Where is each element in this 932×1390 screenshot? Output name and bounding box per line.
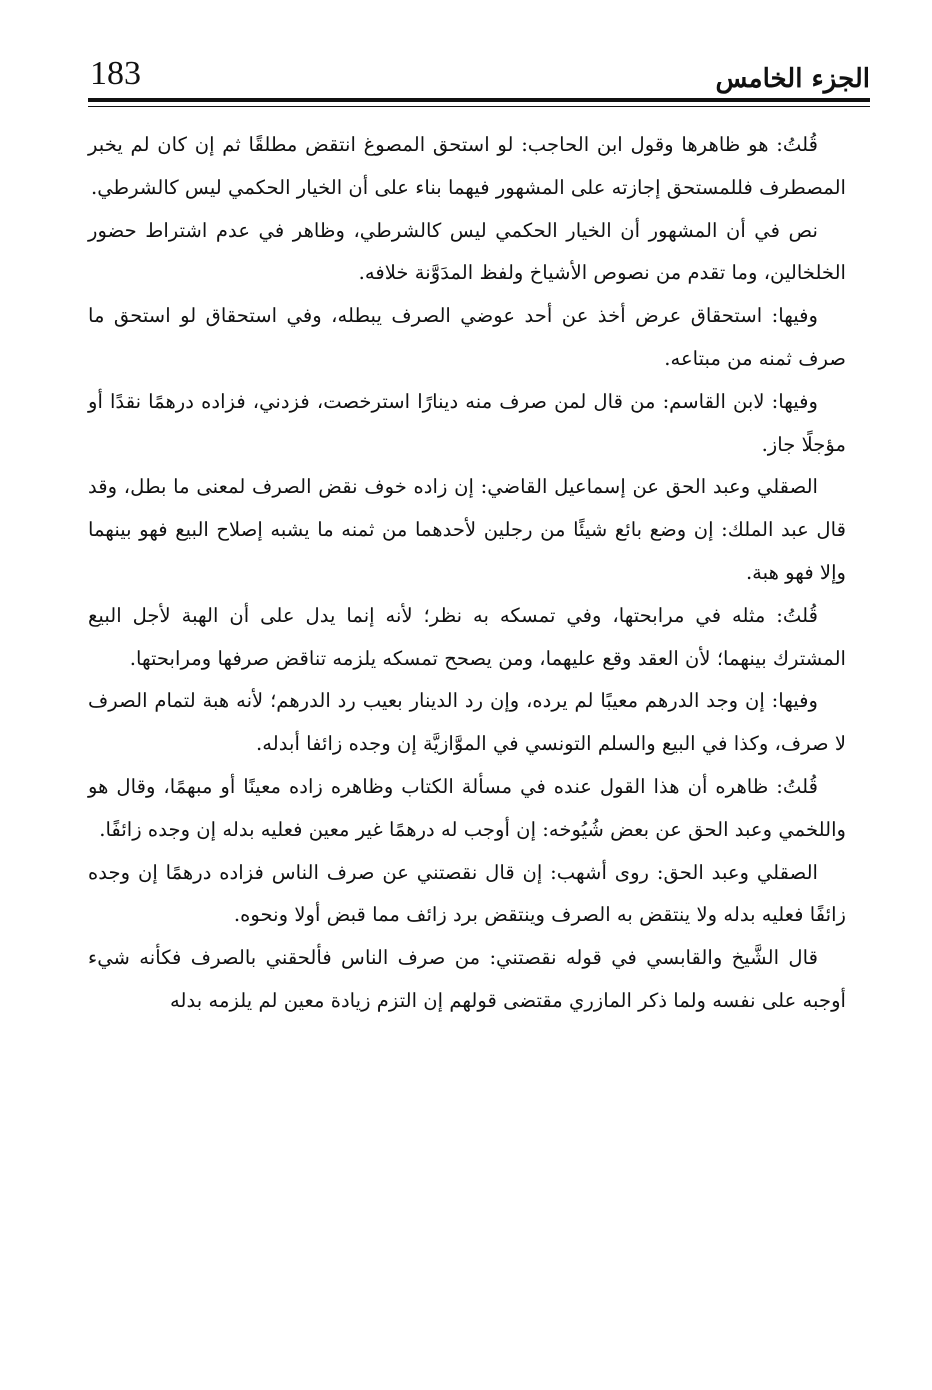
header-rule-thick	[88, 98, 870, 102]
page-number: 183	[90, 55, 141, 92]
body-text	[88, 124, 846, 1023]
paragraph: نص في أن المشهور أن الخيار الحكمي ليس كالشرطي، وظاهر في عدم اشتراط حضور الخلخالين، وما تقدم من نصوص الأشياخ ولفظ المدَوَّنة خلافه.	[88, 218, 846, 285]
paragraph: وفيها: إن وجد الدرهم معيبًا لم يرده، وإن رد الدينار بعيب رد الدرهم؛ لأنه هبة لتمام الصرف لا صرف، وكذا في البيع والسلم التونسي في الموَّازيَّة إن وجده زائفا أبدله.	[88, 689, 846, 756]
paragraph: الصقلي وعبد الحق: روى أشهب: إن قال نقصتني عن صرف الناس فزاده درهمًا إن وجده زائفًا فعليه بدله ولا ينتقض به الصرف وينتقض برد زائف مما قبض أولا ونحوه.	[88, 860, 846, 927]
paragraph: قُلتُ: هو ظاهرها وقول ابن الحاجب: لو استحق المصوغ انتقض مطلقًا ثم إن كان لم يخبر المصطرف فللمستحق إجازته على المشهور فيهما بناء على أن الخيار الحكمي ليس كالشرطي.	[88, 133, 846, 199]
page-header	[88, 48, 870, 108]
paragraph: قُلتُ: مثله في مرابحتها، وفي تمسكه به نظر؛ لأنه إنما يدل على أن الهبة لأجل البيع المشترك بينهما؛ لأن العقد وقع عليهما، ومن يصحح تمسكه يلزمه تناقض صرفها ومرابحتها.	[88, 603, 846, 670]
paragraph: قُلتُ: ظاهره أن هذا القول عنده في مسألة الكتاب وظاهره زاده معينًا أو مبهمًا، وقال هو واللخمي وعبد الحق عن بعض شُيُوخه: إن أوجب له درهمًا غير معين فعليه بدله إن وجده زائفًا.	[88, 774, 846, 841]
header-rule-thin	[88, 106, 870, 107]
volume-title: الجزء الخامس	[715, 64, 870, 94]
paragraph: قال الشَّيخ والقابسي في قوله نقصتني: من صرف الناس فألحقني بالصرف فكأنه شيء أوجبه على نفسه ولما ذكر المازري مقتضى قولهم إن التزم زيادة معين لم يلزمه بدله	[88, 946, 846, 1012]
paragraph: الصقلي وعبد الحق عن إسماعيل القاضي: إن زاده خوف نقض الصرف لمعنى ما بطل، وقد قال عبد الملك: إن وضع بائع شيئًا من رجلين لأحدهما من ثمنه ما يشبه إصلاح البيع فهو بينهما وإلا فهو هبة.	[88, 475, 846, 584]
paragraph: وفيها: لابن القاسم: من قال لمن صرف منه دينارًا استرخصت، فزدني، فزاده درهمًا نقدًا أو مؤجلًا جاز.	[88, 389, 846, 456]
paragraph: وفيها: استحقاق عرض أخذ عن أحد عوضي الصرف يبطله، وفي استحقاق لو استحق ما صرف ثمنه من مبتاعه.	[88, 304, 846, 370]
